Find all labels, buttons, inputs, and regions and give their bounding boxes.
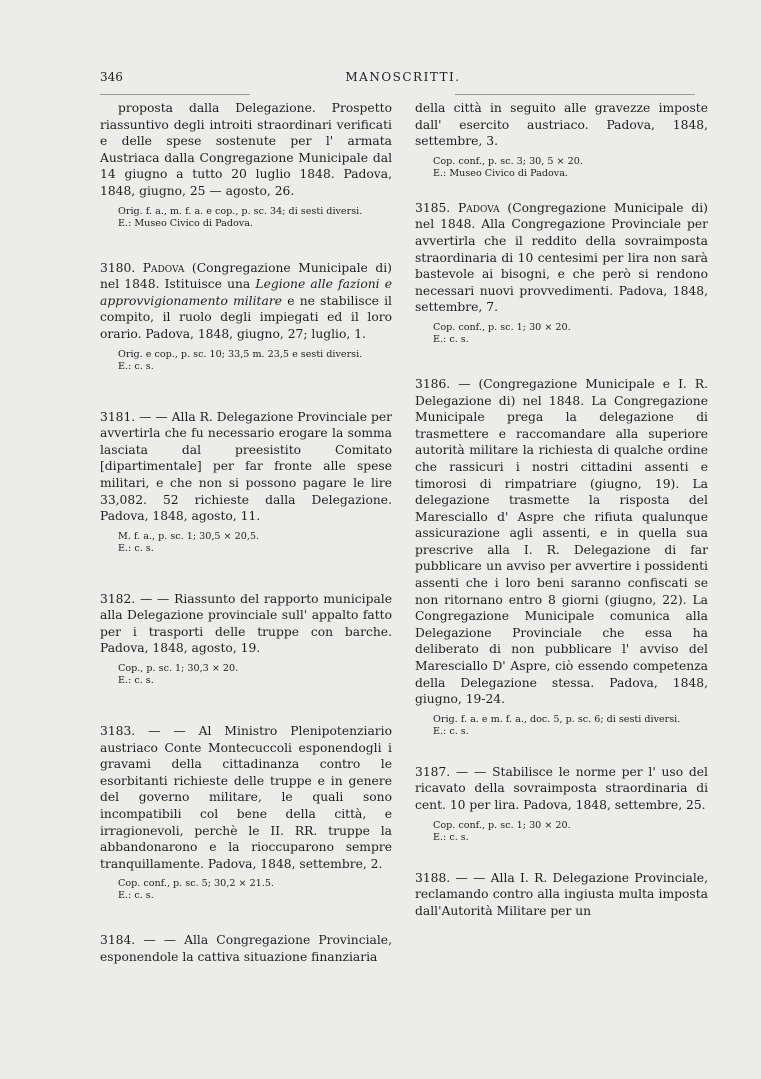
entry-meta xyxy=(118,531,392,555)
right-column xyxy=(415,100,708,945)
page-header xyxy=(100,70,706,90)
meta-description: Orig. f. a. e m. f. a., doc. 5, p. sc. 6; di sesti diversi. xyxy=(433,713,681,725)
entry-number: 3181. xyxy=(100,409,136,424)
meta-description: Cop. conf., p. sc. 1; 30 × 20. xyxy=(433,819,571,831)
entry-meta xyxy=(118,206,392,230)
entry-meta xyxy=(433,714,708,738)
meta-description: Cop. conf., p. sc. 3; 30, 5 × 20. xyxy=(433,155,583,167)
meta-source: E.: c. s. xyxy=(118,675,154,687)
meta-source: E.: c. s. xyxy=(433,725,469,737)
entry-text-part: — — Al Ministro Plenipotenziario austriaco Conte Montecuccoli esponendogli i gravami della cittadinanza contro le esorbitanti richieste delle truppe e in genere del governo militare, le quali sono incompatibili col bene della città, e irragionevoli, perchè le II. RR. truppe la abbandonarono e la rioccuparono sempre tranquillamente. Padova, 1848, settembre, 2. xyxy=(100,724,392,871)
header-rule-left xyxy=(100,94,250,95)
entry-number: 3182. xyxy=(100,591,136,606)
entry-number: 3188. xyxy=(415,870,451,885)
entry-text-part: (Congregazione Municipale di) nel 1848. Alla Congregazione Provinciale per avvertirla che il reddito della sovraimposta straordinaria di 10 centesimi per lira non sarà bastevole ai bisogni, e che però si rendono necessari nuovi provvedimenti. Padova, 1848, settembre, 7. xyxy=(415,200,708,315)
entry-3184 xyxy=(100,932,392,965)
left-column xyxy=(100,100,392,992)
entry-3188 xyxy=(415,870,708,920)
entry-text xyxy=(100,591,392,657)
entry-text xyxy=(415,376,708,708)
entry-meta xyxy=(118,878,392,902)
entry-text xyxy=(415,870,708,920)
entry-italic-title: Legione alle fazioni e approvvigionamento militare xyxy=(100,277,392,308)
entry-number: 3184. xyxy=(100,933,136,948)
meta-source: E.: c. s. xyxy=(118,542,154,554)
entry-number: 3186. xyxy=(415,376,451,391)
meta-description: Orig. e cop., p. sc. 10; 33,5 m. 23,5 e sesti diversi. xyxy=(118,348,363,360)
meta-source: E.: Museo Civico di Padova. xyxy=(118,217,253,229)
page-number: 346 xyxy=(100,70,123,84)
entry-meta xyxy=(433,156,708,180)
entry-3187 xyxy=(415,764,708,844)
entry-place: Padova xyxy=(458,200,500,215)
entry-text-part: e ne stabilisce il compito, il ruolo degli impiegati ed il loro orario. Padova, 1848, giugno, 27; luglio, 1. xyxy=(100,293,392,341)
entry-meta xyxy=(433,322,708,346)
entry-number: 3180. xyxy=(100,260,136,275)
entry-text: proposta dalla Delegazione. Prospetto riassuntivo degli introiti straordinari verificati e delle spese sostenute per l' armata Austriaca dalla Congregazione Municipale dal 14 giugno a tutto 20 luglio 1848. Padova, 1848, giugno, 25 — agosto, 26. xyxy=(100,101,392,198)
header-rule-right xyxy=(455,94,695,95)
entry-text-part: — (Congregazione Municipale e I. R. Delegazione di) nel 1848. La Congregazione Municipale prega la delegazione di trasmettere e raccomandare alla superiore autorità militare la richiesta di qualche ordine che rassicuri i nostri cittadini assenti e timorosi di rimpatriare (giugno, 19). La delegazione trasmette la risposta del Maresciallo d' Aspre che rifiuta qualunque assicurazione agli assenti, e in quella sua prescrive alla I. R. Delegazione di far pubblicare un avviso per avvertire i possidenti assenti che i loro beni saranno confiscati se non ritornano entro 8 giorni (giugno, 22). La Congregazione Municipale comunica alla Delegazione Provinciale che essa ha deliberato di non pubblicare l' avviso del Maresciallo D' Aspre, ciò essendo competenza della Delegazione stessa. Padova, 1848, giugno, 19-24. xyxy=(415,376,708,707)
meta-source: E.: c. s. xyxy=(433,333,469,345)
meta-source: E.: c. s. xyxy=(118,360,154,372)
entry-text-part: — — Stabilisce le norme per l' uso del ricavato della sovraimposta straordinaria di cent. 10 per lira. Padova, 1848, settembre, 25. xyxy=(415,764,708,812)
entry-3186 xyxy=(415,376,708,738)
meta-description: Cop. conf., p. sc. 5; 30,2 × 21.5. xyxy=(118,878,274,890)
entry-text xyxy=(415,200,708,316)
entry-3182 xyxy=(100,591,392,687)
entry-meta xyxy=(118,349,392,373)
entry-text-part: — — Alla I. R. Delegazione Provinciale, reclamando contro alla ingiusta multa imposta dall'Autorità Militare per un xyxy=(415,870,708,918)
entry-number: 3187. xyxy=(415,764,451,779)
entry-text: della città in seguito alle gravezze imposte dall' esercito austriaco. Padova, 1848, settembre, 3. xyxy=(415,101,708,149)
entry-3183 xyxy=(100,723,392,902)
meta-source: E.: c. s. xyxy=(433,831,469,843)
entry-text xyxy=(100,409,392,525)
entry-number: 3183. xyxy=(100,724,136,739)
entry-text xyxy=(100,260,392,343)
entry-text xyxy=(100,932,392,965)
meta-description: Cop. conf., p. sc. 1; 30 × 20. xyxy=(433,321,571,333)
entry-meta xyxy=(433,820,708,844)
entry-text-part: — — Riassunto del rapporto municipale alla Delegazione provinciale sull' appalto fatto per i trasporti delle truppe con barche. Padova, 1848, agosto, 19. xyxy=(100,591,392,656)
entry-text-part: — — Alla Congregazione Provinciale, esponendole la cattiva situazione finanziaria xyxy=(100,933,392,964)
meta-description: Orig. f. a., m. f. a. e cop., p. sc. 34; di sesti diversi. xyxy=(118,205,363,217)
entry-meta xyxy=(118,663,392,687)
entry-3181 xyxy=(100,409,392,555)
entry-place: Padova xyxy=(142,260,185,275)
meta-source: E.: c. s. xyxy=(118,890,154,902)
entry-continued xyxy=(100,100,392,230)
entry-3185 xyxy=(415,200,708,346)
entry-text xyxy=(100,723,392,872)
meta-source: E.: Museo Civico di Padova. xyxy=(433,167,568,179)
entry-text-part: (Congregazione Municipale di) nel 1848. Istituisce una xyxy=(100,260,392,292)
entry-number: 3185. xyxy=(415,200,451,215)
meta-description: M. f. a., p. sc. 1; 30,5 × 20,5. xyxy=(118,530,260,542)
running-title: MANOSCRITTI. xyxy=(345,70,461,84)
meta-description: Cop., p. sc. 1; 30,3 × 20. xyxy=(118,663,239,675)
entry-text-part: — — Alla R. Delegazione Provinciale per avvertirla che fu necessario erogare la somma lasciata dal preesistito Comitato [dipartimentale] per far fronte alle spese militari, e che non si possono pagare le lire 33,082. 52 richieste dalla Delegazione. Padova, 1848, agosto, 11. xyxy=(100,409,392,524)
entry-continued xyxy=(415,100,708,180)
entry-3180 xyxy=(100,260,392,373)
entry-text xyxy=(415,764,708,814)
